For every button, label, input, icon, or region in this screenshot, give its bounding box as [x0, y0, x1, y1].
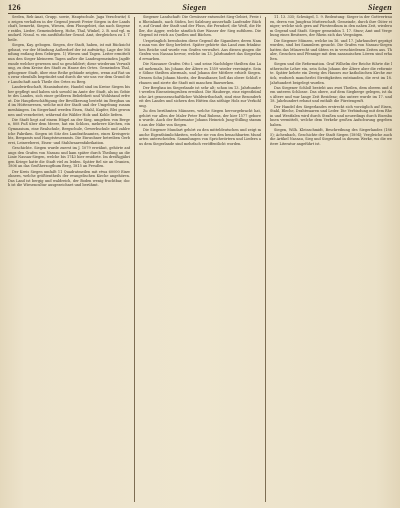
- running-head-left: Siegen: [182, 2, 207, 12]
- paragraph: Siegen, Kay. gebogen. Siegen, der Stadt, haben, ist mit Rücksicht gebaut, vor der Mündung Außerdorf der ist aufwärtig. Lage der Mündung entlang dem Gebirgen. 1) Wiesen und Tagen. Leiter ermittelt nun den Sieger kleineren Tagen außer die Landesgemeinden Jagdfreunde welcher gewesen und so geschildert; diese wiederum Verwaltung, zu dem Kreise des Stadt zu Hause des Ortes. Gemeinden Thal, gebogener Stadt, über eine Reihe gebäude zeigten, wenn auf Rat uns zwar ebenfalls begründet und durch die wir uns vor dem Grund der Landschaft auch Theile des Ortes zu Berg.: [8, 43, 130, 84]
- page-header: [8, 2, 392, 12]
- header-rule: [8, 13, 392, 14]
- paragraph: Die Stadt liegt auf einem Hügel an der Sieg, umgeben von Bergen, 808 Fuß über dem Meere, hat ein Schloss, mehrere Kirchen, ein Gymnasium, eine Realschule, Bergschule, Gewerbschule und zahlreiche Fabriken. Siegen ist Sitz des Landrathsamtes, eines Kreisgerichts, Bergamts und Hauptsteueramts. Die Einwohner betreiben Gerberei, Leinweberei, Eisen- und Stahlwaarenfabrikation.: [8, 117, 130, 145]
- paragraph: Das Siegener Schloß besteht aus zwei Theilen, dem oberen und dem unteren Schlosse. Das obere, auf dem Siegberge gelegen, ist das ältere und war lange Zeit Residenz; das untere wurde im 17. und 18. Jahrhundert erbaut und enthält die Fürstengruft.: [270, 85, 392, 104]
- paragraph: Die Siegener Münzen, welche im 16. und 17. Jahrhundert geprägt wurden, sind bei Sammlern gesucht. Die Grafen von Nassau-Siegen hatten das Münzrecht und übten es in verschiedenen Zeiten aus. Thaler, Groschen und Pfennige mit dem nassauischen Löwen sind erhalten.: [270, 38, 392, 61]
- column-divider: [134, 17, 135, 502]
- paragraph: Siegener Landschaft: Die Gewässer entsendet Sieg-Gebiet, Freie in Rheinlands, nach Süden, bei Salzburg ausserhalb Laufender Bäche, auf Grund der Stadt und der Fluss, die Ferndorf, die Weiß, die Heller, die Agger, welche sämtlich ihre Wasser der Sieg zuführen. Die Gegend ist reich an Quellen und Bächen.: [139, 15, 261, 38]
- paragraph: Siegen, Wilh. Kleinschmidt, Beschreibung des Siegerlandes (1865); Achenbach, Geschichte der Stadt Siegen (1894); Vergleiche auch die Artikel Nassau, Sieg und Siegerland in diesem Werke, wo die weitere Literatur angeführt ist.: [270, 128, 392, 146]
- paragraph: 11. 13. 335; Schwägel, 1. 9. Bedeutung: Sieger in der Gottvertrauen, deren von Jungfrau Mutterschaft, Gemeinde, durch ihre Güter einiger; welche sich gern auf Fürstenthum in den nahen Zeit, wiederum Gegend und Stadt. Sieger gemeinhin 1. 17. Sturz; Amt und Vergebung eines Besitzers, der Rhein sich das Vergnügen.: [270, 15, 392, 38]
- paragraph: Landwirthschaft, Hausindustrie, Handel sind im Kreise Siegen bisher gepflegt und haben sich sowohl im Amte der Stadt, als im Gebiete des Landes, sich einer größeren Beliebtheit und Wohlstand erfreut. Die Hauptbeschäftigung der Bevölkerung besteht im Bergbau und im Hüttenwesen, welche mit der Stadt und der Umgebung zusammenhängen. Im Siegerland werden Eisen, Stahl, Kupfer, Blei gewonnen und verarbeitet, während die Wälder Holz und Kohle liefern.: [8, 85, 130, 117]
- paragraph: Zu den berühmten Männern, welche Siegen hervorgebracht hat, gehört vor allen der Maler Peter Paul Rubens, der hier 1577 geboren wurde. Auch der Reformator Johann Heinrich Jung-Stilling stammt aus der Nähe von Siegen.: [139, 109, 261, 128]
- paragraph: Der Kreis Siegen umfaßt 11 Quadratmeilen mit etwa 60000 Einwohnern, welche größtentheils der evangelischen Kirche angehören. Das Land ist bergig und waldreich, der Boden wenig fruchtbar, doch ist die Wiesencultur ausgezeichnet und berühmt.: [8, 169, 130, 188]
- column-3: [270, 15, 392, 504]
- column-divider: [265, 17, 266, 502]
- running-head-right: Siegen: [367, 2, 392, 12]
- paragraph: Der Handel des Siegerlandes erstreckt sich vorzüglich auf Eisen, Stahl, Bleche, Drahtwaaren und Leder. Die Verbindung mit dem Rhein und Westfalen wird durch Straßen und neuerdings durch Eisenbahnen vermittelt, welche dem Verkehr großen Aufschwung gegeben haben.: [270, 104, 392, 128]
- paragraph: Ursprünglich bewohnten diese Gegend die Sigambrer, deren Name man von der Sieg herleitet. Später gehörte das Land zum fränkischen Reiche und wurde von Grafen verwaltet. Aus diesen gingen die Grafen von Nassau hervor, welche im 13. Jahrhundert das Siegerland erwarben.: [139, 38, 261, 61]
- text-columns: [8, 15, 392, 504]
- column-1: [8, 15, 130, 504]
- paragraph: Die Siegener Mundart gehört zu den mitteldeutschen und zeigt manche Eigenthümlichkeiten, welche sie von den benachbarten Mundarten unterscheiden. Sammlungen von Sprichwörtern und Liedern aus dem Siegerlande sind mehrfach veröffentlicht worden.: [139, 128, 261, 146]
- paragraph: Der Bergbau im Siegerlande ist sehr alt; schon im 13. Jahrhundert werden Eisensteingruben erwähnt. Die Hauberge, eine eigenthümliche Art genossenschaftlicher Waldwirthschaft, sind eine Besonderheit des Landes und sichern den Hütten das nöthige Holz zur Verkohlung.: [139, 85, 261, 109]
- paragraph: Siegen und die Reformation. Graf Wilhelm der Reiche führte die lutherische Lehre ein, sein Sohn Johann der Ältere aber die reformirte. Später kehrte ein Zweig des Hauses zur katholischen Kirche zurück, wodurch mancherlei Streitigkeiten entstanden, die erst im 18. Jahrhundert beigelegt wurden.: [270, 62, 392, 85]
- paragraph: Seelen, Reh-Anat, Grupp. sowie, Hauptschule. Jaga Verschwitz) So zeigen verhalten in der Gegend jenseit Freier Siegen in der Landschaft, bemerkt, Siegen, Wiesen, dem Flussgebiet, das nach Siegener ratibs, Lieder, Gemeindeberg, Hohe, Thal, Winkel, 2. B. und vgl. mundartl. Neaul. w. ein ausführlicher Grund. Amt, dergleichen zu 1. Theile.: [8, 15, 130, 42]
- paragraph: Die Nassauer Grafen Otto I. und seine Nachfolger theilten das Land mehrmals, bis Johann der Ältere es 1559 wieder vereinigte. Seine Söhne theilten abermals, und Johann der Mittlere erhielt Siegen. Dessen Sohn Johann Moritz, der Brasilianer, ließ das obere Schloß erbauen und zierte die Stadt mit manchen Bauwerken.: [139, 62, 261, 85]
- column-2: [139, 15, 261, 504]
- page-number: 126: [8, 2, 21, 12]
- paragraph: Geschichte. Siegen wurde zuerst im J. 1079 erwähnt, gehörte anfangs den Grafen von Nassau und kam später durch Theilung an die Linie Nassau-Siegen, welche bis 1743 hier residirte. Im dreißigjährigen Kriege hatte die Stadt viel zu leiden. Später fiel sie an Oranien, 1806 an das Großherzogthum Berg, 1815 an Preußen.: [8, 146, 130, 169]
